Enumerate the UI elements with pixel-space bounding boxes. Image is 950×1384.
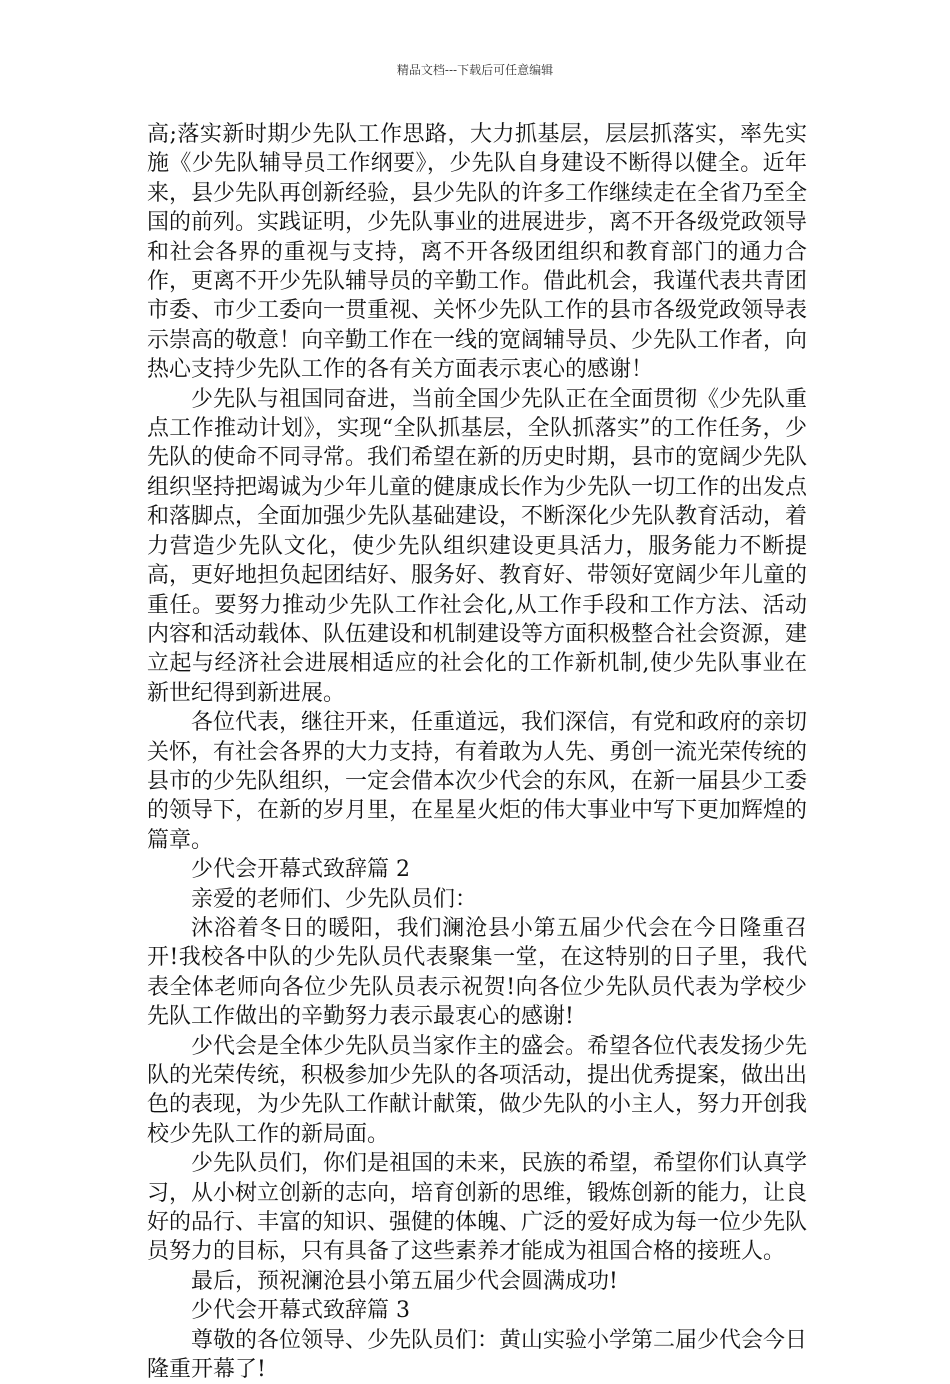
paragraph-2: 少先队与祖国同奋进，当前全国少先队正在全面贯彻《少先队重点工作推动计划》，实现“全队抓基层，全队抓落实”的工作任务，少先队的使命不同寻常。我们希望在新的历史时期，县市的宽阔少先队组织坚持把竭诚为少年儿童的健康成长作为少先队一切工作的出发点和落脚点，全面加强少先队基础建设，不断深化少先队教育活动，着力营造少先队文化，使少先队组织建设更具活力，服务能力不断提高，更好地担负起团结好、服务好、教育好、带领好宽阔少年儿童的重任。要努力推动少先队工作社会化,从工作手段和工作方法、活动内容和活动载体、队伍建设和机制建设等方面积极整合社会资源，建立起与经济社会进展相适应的社会化的工作新机制,使少先队事业在新世纪得到新进展。 [147, 386, 808, 706]
document-body [147, 120, 807, 1384]
paragraph-4: 沐浴着冬日的暖阳，我们澜沧县小第五届少代会在今日隆重召开!我校各中队的少先队员代表聚集一堂，在这特别的日子里，我代表全体老师向各位少先队员表示祝贺!向各位少先队员代表为学校少先队工作做出的辛勤努力表示最衷心的感谢! [147, 915, 807, 1030]
paragraph-7: 最后，预祝澜沧县小第五届少代会圆满成功! [191, 1268, 618, 1294]
paragraph-5: 少代会是全体少先队员当家作主的盛会。希望各位代表发扬少先队的光荣传统，积极参加少先队的各项活动，提出优秀提案，做出出色的表现，为少先队工作献计献策，做少先队的小主人，努力开创我校少先队工作的新局面。 [147, 1033, 808, 1147]
page-header: 精品文档---下载后可任意编辑 [396, 63, 554, 77]
paragraph-6: 少先队员们，你们是祖国的未来，民族的希望，希望你们认真学习，从小树立创新的志向，培育创新的思维，锻炼创新的能力，让良好的品行、丰富的知识、强健的体魄、广泛的爱好成为每一位少先队员努力的目标，只有具备了这些素养才能成为祖国合格的接班人。 [147, 1151, 808, 1265]
section-heading-2: 少代会开幕式致辞篇 2 [191, 857, 410, 883]
paragraph-1: 高;落实新时期少先队工作思路，大力抓基层，层层抓落实，率先实施《少先队辅导员工作纲要》，少先队自身建设不断得以健全。近年来，县少先队再创新经验，县少先队的许多工作继续走在全省乃至全国的前列。实践证明，少先队事业的进展进步，离不开各级党政领导和社会各界的重视与支持，离不开各级团组织和教育部门的通力合作，更离不开少先队辅导员的辛勤工作。借此机会，我谨代表共青团市委、市少工委向一贯重视、关怀少先队工作的县市各级党政领导表示崇高的敬意！向辛勤工作在一线的宽阔辅导员、少先队工作者，向热心支持少先队工作的各有关方面表示衷心的感谢！ [147, 122, 808, 383]
paragraph-3: 各位代表，继往开来，任重道远，我们深信，有党和政府的亲切关怀，有社会各界的大力支持，有着敢为人先、勇创一流光荣传统的县市的少先队组织，一定会借本次少代会的东风，在新一届县少工委的领导下，在新的岁月里，在星星火炬的伟大事业中写下更加辉煌的篇章。 [147, 710, 808, 853]
section-heading-3: 少代会开幕式致辞篇 3 [191, 1298, 410, 1324]
paragraph-8: 尊敬的各位领导、少先队员们：黄山实验小学第二届少代会今日隆重开幕了! [147, 1327, 808, 1383]
salutation-2: 亲爱的老师们、少先队员们： [191, 886, 478, 912]
